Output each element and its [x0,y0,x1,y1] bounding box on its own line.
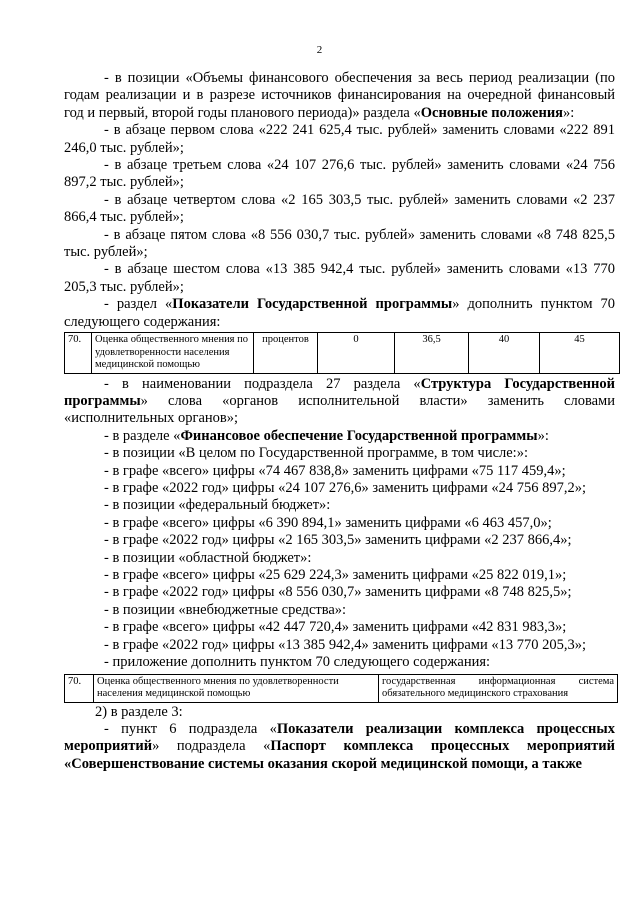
cell-number: 70. [65,674,94,702]
paragraph-federal-budget: - в позиции «федеральный бюджет»: [104,497,331,514]
cell-value-1: 0 [318,333,395,374]
document-body [64,70,615,773]
table-row [65,674,618,702]
paragraph-regional-2022: - в графе «2022 год» цифры «8 556 030,7» заменить цифрами «8 748 825,5»; [104,584,572,601]
paragraph-first-abzac: - в абзаце первом слова «222 241 625,4 тыс. рублей» заменить словами «222 891 246,0 тыс. рублей»; [64,122,615,156]
paragraph-extrabudget: - в позиции «внебюджетные средства»: [104,601,347,618]
cell-indicator-name: Оценка общественного мнения по удовлетворенности населения медицинской помощью [94,674,379,702]
paragraph-regional-budget: - в позиции «областной бюджет»: [104,549,312,566]
paragraph-extrabudget-2022: - в графе «2022 год» цифры «13 385 942,4» заменить цифрами «13 770 205,3»; [104,636,587,653]
cell-unit: процентов [254,333,318,374]
paragraph-point-6: - пункт 6 подраздела «Показатели реализации комплекса процессных мероприятий» подраздела «Паспорт комплекса процессных мероприятий «Совершенствование системы оказания скорой медицинской помощи, а также [64,720,615,772]
indicators-table [64,332,620,374]
cell-value-4: 45 [540,333,620,374]
paragraph-volumes-of-financing: - в позиции «Объемы финансового обеспечения за весь период реализации (по годам реализации и в разрезе источников финансирования на очередной финансовый год и первый, второй годы планового периода)» раздела «Основные положения»: [64,70,615,121]
paragraph-appendix: - приложение дополнить пунктом 70 следующего содержания: [104,654,491,671]
paragraph-federal-all: - в графе «всего» цифры «6 390 894,1» заменить цифрами «6 463 457,0»; [104,514,552,531]
page-number: 2 [316,44,323,56]
paragraph-total-all: - в графе «всего» цифры «74 467 838,8» заменить цифрами «75 117 459,4»; [104,462,566,479]
cell-indicator-name: Оценка общественного мнения по удовлетворенности населения медицинской помощью [92,333,254,374]
cell-data-source: государственная информационная система обязательного медицинского страхования [379,674,618,702]
paragraph-federal-2022: - в графе «2022 год» цифры «2 165 303,5» заменить цифрами «2 237 866,4»; [104,532,572,549]
paragraph-financing-section: - в разделе «Финансовое обеспечение Государственной программы»: [104,427,549,444]
paragraph-fourth-abzac: - в абзаце четвертом слова «2 165 303,5 тыс. рублей» заменить словами «2 237 866,4 тыс. рублей»; [64,191,615,226]
paragraph-regional-all: - в графе «всего» цифры «25 629 224,3» заменить цифрами «25 822 019,1»; [104,567,567,584]
paragraph-third-abzac: - в абзаце третьем слова «24 107 276,6 тыс. рублей» заменить словами «24 756 897,2 тыс. рублей»; [64,157,615,191]
cell-number: 70. [65,333,92,374]
table-row [65,333,620,374]
cell-value-2: 36,5 [395,333,469,374]
appendix-table [64,674,618,703]
paragraph-structure-subsection: - в наименовании подраздела 27 раздела «Структура Государственной программы» слова «органов исполнительной власти» заменить словами «исполнительных органов»; [64,375,615,427]
paragraph-fifth-abzac: - в абзаце пятом слова «8 556 030,7 тыс. рублей» заменить словами «8 748 825,5 тыс. рублей»; [64,226,615,261]
paragraph-section-3: 2) в разделе 3: [95,703,183,720]
paragraph-total-program: - в позиции «В целом по Государственной программе, в том числе:»: [104,445,528,462]
paragraph-total-2022: - в графе «2022 год» цифры «24 107 276,6» заменить цифрами «24 756 897,2»; [104,480,587,497]
cell-value-3: 40 [469,333,540,374]
paragraph-indicators-section: - раздел «Показатели Государственной программы» дополнить пунктом 70 следующего содержания: [64,296,616,330]
paragraph-sixth-abzac: - в абзаце шестом слова «13 385 942,4 тыс. рублей» заменить словами «13 770 205,3 тыс. рублей»; [64,261,615,295]
paragraph-extrabudget-all: - в графе «всего» цифры «42 447 720,4» заменить цифрами «42 831 983,3»; [104,619,567,636]
